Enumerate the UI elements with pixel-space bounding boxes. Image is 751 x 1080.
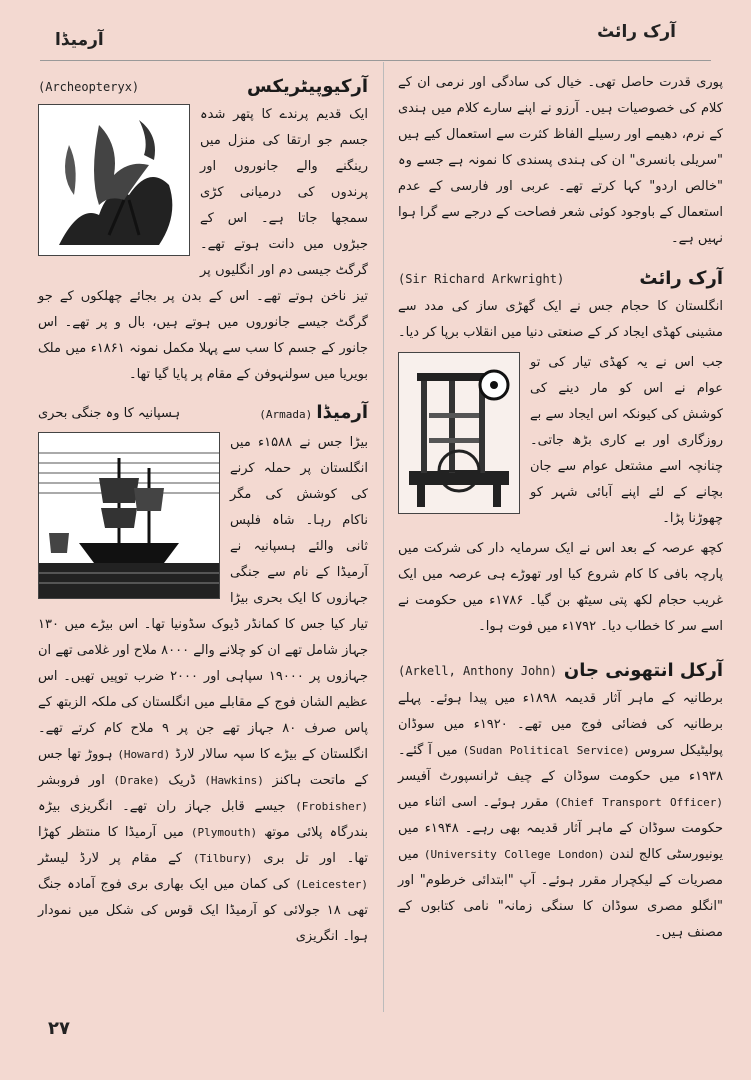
arkwright-para-2: جب اس نے یہ کھڈی تیار کی تو عوام نے اس کو مار دینے کی کوشش کی کیونکہ اس ایجاد سے بے روزگاری اور بے کاری بڑھ جاتی۔ چنانچہ اسے مشتعل عوام سے جان بچانے کے لئے اپنے آبائی شہر کو چھوڑنا پڑا۔ — [530, 355, 723, 526]
armada-text-end: کی کمان میں ایک بھاری بری فوج آمادہ جنگ تھی ۱۸ جولائی کو آرمیڈا ایک قوس کی شکل میں نمودار ہوا۔ انگریزی — [38, 877, 369, 944]
armada-text-frobisher: اور فروبشر — [38, 773, 105, 788]
armada-heading-group — [259, 400, 368, 428]
intro-paragraph: پوری قدرت حاصل تھی۔ خیال کی سادگی اور نرمی ان کے کلام کی خصوصیات ہیں۔ آرزو نے اپنے سارے کلام میں ہندی کے نرم، دھیمے اور رسیلے الفاظ کثرت سے استعمال کیے ہیں "سریلی بانسری" ان کی ہندی پسندی کا نمونہ ہے جسے وہ "خالص اردو" کہا کرتے تھے۔ عربی اور فارسی کے عدم استعمال کے باوجود کوئی شعر فصاحت کے درجے سے گرا ہوا نہیں ہے۔ — [398, 75, 723, 246]
arkell-text-2: میں آ گئے۔ ۱۹۳۸ء میں حکومت سوڈان کے چیف ٹرانسپورٹ آفیسر — [398, 743, 723, 784]
armada-text-howard: ہووڑ تھا جس کے ماتحت ہاکنز — [38, 747, 369, 788]
leicester-en: (Leicester) — [295, 878, 368, 891]
sailing-ship-icon — [39, 433, 219, 598]
archaeopteryx-heading — [38, 74, 368, 100]
armada-text-drake: ڈریک — [168, 773, 196, 788]
archaeopteryx-illustration — [38, 104, 190, 256]
arkell-text-1: برطانیہ کے ماہر آثار قدیمہ ۱۸۹۸ء میں پیدا ہوئے۔ پہلے برطانیہ کی فضائی فوج میں تھے۔ ۱۹۲۰ء میں سوڈان پولیٹیکل سروس — [398, 691, 723, 758]
left-column — [38, 70, 368, 954]
archaeopteryx-paragraph: ایک قدیم پرندے کا پتھر شدہ جسم جو ارتقا کی منزل میں رینگنے والے جانوروں اور پرندوں کی درمیانی کڑی سمجھا جاتا ہے۔ اس کے جبڑوں میں دانت ہوتے تھے۔ گرگٹ جیسی دم اور انگلیوں پر تیز ناخن ہوتے تھے۔ اس کے بدن پر بجائے چھلکوں کے جو گرگٹ جیسے جانوروں میں ہوتے ہیں، بال و پر تھے۔ اس جانور کے جسم کا سب سے پہلا مکمل نمونہ ۱۸۶۱ء میں ملک بویریا میں سولنہوفن کے مقام پر پایا گیا تھا۔ — [38, 107, 368, 382]
armada-heading — [38, 400, 368, 428]
armada-ship-illustration — [38, 432, 220, 599]
header-rule — [40, 60, 711, 61]
arkell-text-3: مقرر ہوئے۔ اسی اثناء میں حکومت سوڈان کے ماہر آثار قدیمہ بھی رہے۔ ۱۹۴۸ء میں یونیورسٹی کالج لندن — [398, 795, 723, 862]
spinning-frame-icon — [399, 353, 519, 513]
arkwright-title-en: (Sir Richard Arkwright) — [398, 272, 565, 286]
armada-text-1: بیڑا جس نے ۱۵۸۸ء میں انگلستان پر حملہ کرنے کی کوشش کی مگر ناکام رہا۔ شاہ فلپس ثانی والئے ہسپانیہ نے آرمیڈا کے نام سے جنگی جہازوں کا ایک بحری بیڑا تیار کیا جس کا کمانڈر ڈیوک سڈونیا تھا۔ اس بیڑے میں ۱۳۰ جہاز شامل تھے ان کو چلانے والے ۸۰۰۰ ملاح اور غلامی تھے ان جہازوں پر ۱۹۰۰۰ سپاہی اور ۲۰۰۰ ضرب توپیں تھیں۔ اس عظیم الشان فوج کے مقابلے میں انگلستان کی ملکہ الزبتھ کے پاس صرف ۸۰ جہاز تھے جن پر ۹ ملاح کام کرتے تھے۔ انگلستان کے بیڑے کا سپہ سالار لارڈ — [38, 435, 368, 762]
spinning-frame-illustration — [398, 352, 520, 514]
cto-en: (Chief Transport Officer) — [554, 796, 723, 809]
arkell-paragraph — [398, 686, 723, 946]
armada-text-leicester: کے مقام پر لارڈ لیسٹر — [38, 851, 182, 866]
armada-text-plymouth: جیسے قابل جہاز ران تھے۔ انگریزی بیڑہ بندرگاہ پلائی موتھ — [38, 799, 368, 840]
howard-en: (Howard) — [117, 748, 171, 761]
arkwright-title: آرک رائٹ — [639, 268, 723, 289]
header-right-title: آرک رائٹ — [597, 22, 676, 42]
archaeopteryx-title-en: (Archeopteryx) — [38, 80, 140, 94]
hawkins-en: (Hawkins) — [204, 774, 264, 787]
arkell-title-en: (Arkell, Anthony John) — [398, 664, 557, 678]
arkell-text-4: میں مصریات کے لیکچرار مقرر ہوئے۔ آپ "ابتدائی خرطوم" اور "انگلو مصری سوڈان کا سنگی زمانہ" نامی کتابوں کے مصنف ہیں۔ — [398, 847, 723, 940]
drake-en: (Drake) — [113, 774, 160, 787]
arkwright-heading — [398, 266, 723, 292]
plymouth-en: (Plymouth) — [190, 826, 258, 839]
sudan-service-en: (Sudan Political Service) — [462, 744, 630, 757]
armada-title: آرمیڈا — [316, 402, 368, 423]
bird-fossil-icon — [39, 105, 189, 255]
right-column — [398, 70, 723, 950]
arkwright-para-1: انگلستان کا حجام جس نے ایک گھڑی ساز کی مدد سے مشینی کھڈی ایجاد کر کے صنعتی دنیا میں انقلاب برپا کر دیا۔ — [398, 299, 723, 340]
arkell-title: آرکل انتھونی جان — [563, 660, 723, 681]
arkwright-para-3: کچھ عرصہ کے بعد اس نے ایک سرمایہ دار کی شرکت میں پارچہ بافی کا کام شروع کیا اور تھوڑے ہی عرصہ میں ایک غریب حجام لکھ پتی سیٹھ بن گیا۔ ۱۷۸۶ء میں حکومت نے اسے سر کا خطاب دیا۔ ۱۷۹۲ء میں فوت ہوا۔ — [398, 541, 724, 634]
armada-text-tilbury: میں آرمیڈا کا منتظر کھڑا تھا۔ اور تل بری — [38, 825, 369, 866]
frobisher-en: (Frobisher) — [295, 800, 368, 813]
arkell-heading — [398, 658, 723, 684]
ucl-en: (University College London) — [423, 848, 605, 861]
armada-title-en: (Armada) — [259, 408, 313, 421]
tilbury-en: (Tilbury) — [192, 852, 253, 865]
armada-title-suffix: ہسپانیہ کا وہ جنگی بحری — [38, 406, 181, 421]
page-number: ۲۷ — [48, 1018, 70, 1039]
archaeopteryx-title: آرکیوپیٹریکس — [247, 76, 368, 97]
column-divider — [383, 62, 384, 1012]
header-left-title: آرمیڈا — [55, 30, 104, 50]
